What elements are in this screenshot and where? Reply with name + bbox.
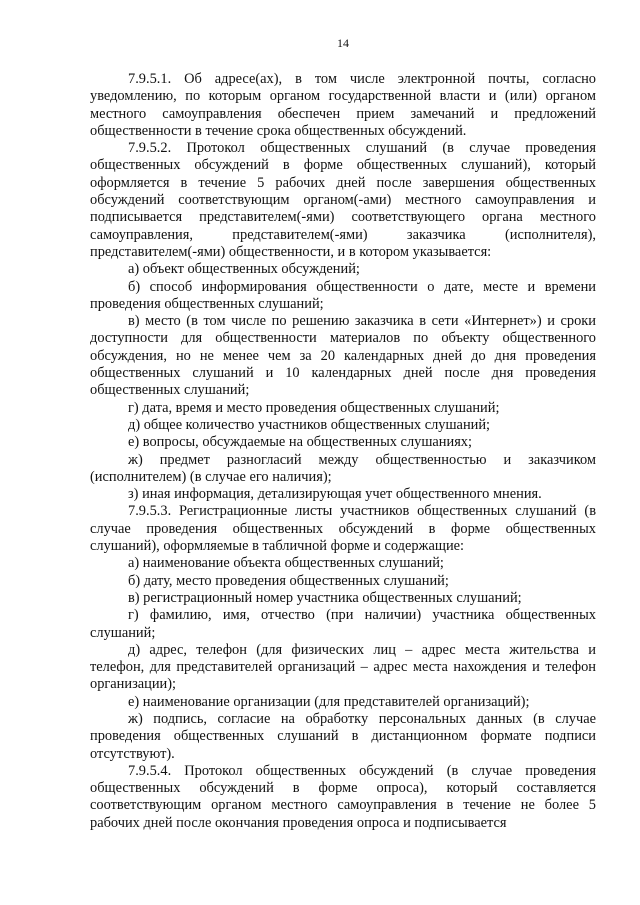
list-item: ж) подпись, согласие на обработку персональных данных (в случае проведения общественных слушаний в дистанционном формате подписи отсутствуют). (90, 710, 596, 762)
list-item: ж) предмет разногласий между общественностью и заказчиком (исполнителем) (в случае его наличия); (90, 451, 596, 485)
paragraph-7-9-5-3: 7.9.5.3. Регистрационные листы участников общественных слушаний (в случае проведения общественных обсуждений в форме общественных слушаний), оформляемые в табличной форме и содержащие: (90, 503, 596, 555)
list-item: г) фамилию, имя, отчество (при наличии) участника общественных слушаний; (90, 607, 596, 641)
list-item: б) способ информирования общественности о дате, месте и времени проведения общественных слушаний; (90, 278, 596, 312)
list-item: е) вопросы, обсуждаемые на общественных слушаниях; (128, 434, 473, 451)
document-body (90, 71, 596, 832)
list-item: д) общее количество участников общественных слушаний; (128, 416, 491, 433)
list-item: в) регистрационный номер участника общественных слушаний; (128, 589, 522, 606)
list-item: в) место (в том числе по решению заказчика в сети «Интернет») и сроки доступности для общественности материалов по объекту общественного обсуждения, но не менее чем за 20 календарных дней до дня проведения общественных слушаний и 10 календарных дней после дня проведения общественных слушаний; (90, 313, 596, 399)
page-number: 14 (337, 36, 349, 50)
list-item: з) иная информация, детализирующая учет общественного мнения. (128, 486, 542, 503)
list-item: д) адрес, телефон (для физических лиц – адрес места жительства и телефон, для представителей организаций – адрес места нахождения и телефон организации); (90, 641, 596, 693)
paragraph-7-9-5-2: 7.9.5.2. Протокол общественных слушаний (в случае проведения общественных обсуждений в форме общественных слушаний), который оформляется в течение 5 рабочих дней после завершения общественных обсуждений соответствующим органом(-ами) местного самоуправления и подписывается представителем(-ями) соответствующего органа местного самоуправления, представителем(-ями) заказчика (исполнителя), представителем(-ями) общественности, и в котором указывается: (90, 140, 596, 260)
list-item: г) дата, время и место проведения общественных слушаний; (128, 399, 500, 416)
list-item: е) наименование организации (для представителей организаций); (128, 693, 530, 710)
list-item: а) наименование объекта общественных слушаний; (128, 555, 444, 572)
list-item: а) объект общественных обсуждений; (128, 261, 360, 278)
paragraph-7-9-5-1: 7.9.5.1. Об адресе(ах), в том числе электронной почты, согласно уведомлению, по которым органом государственной власти и (или) органом местного самоуправления обеспечен прием замечаний и предложений общественности в течение срока общественных обсуждений. (90, 71, 596, 139)
list-item: б) дату, место проведения общественных слушаний; (128, 572, 449, 589)
paragraph-7-9-5-4: 7.9.5.4. Протокол общественных обсуждений (в случае проведения общественных обсуждений в форме опроса), который составляется соответствующим органом местного самоуправления в течение не более 5 рабочих дней после окончания проведения опроса и подписывается (90, 762, 596, 831)
